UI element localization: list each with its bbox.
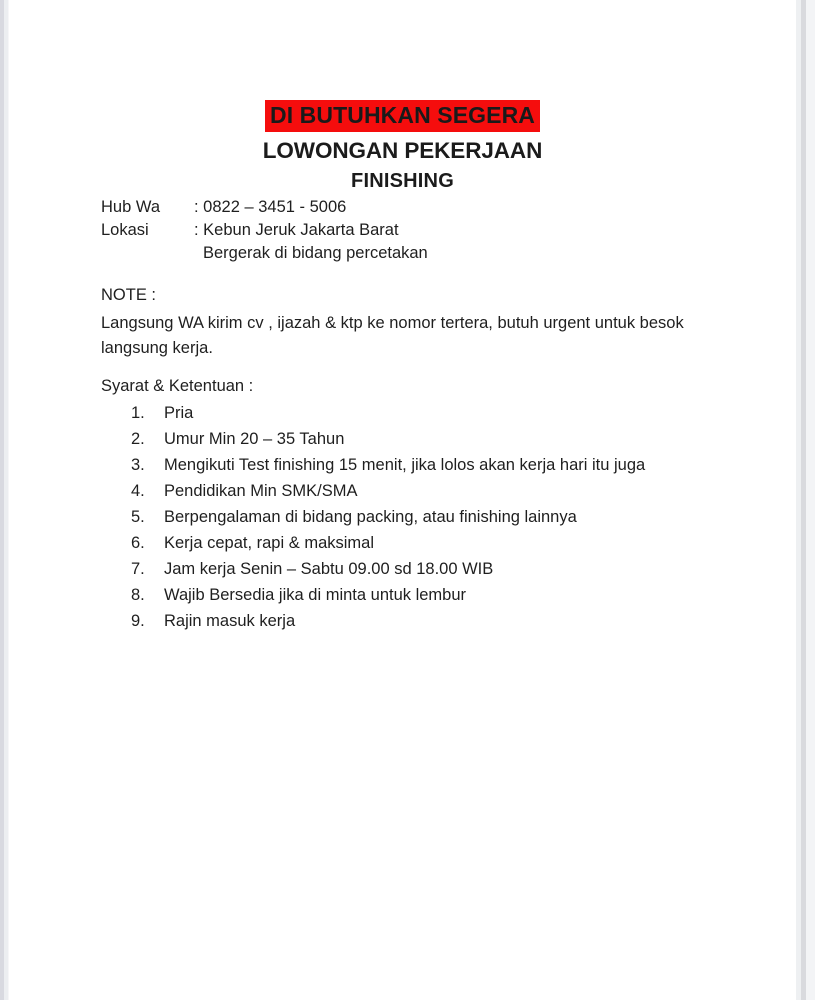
requirements-block — [101, 375, 741, 634]
note-body: Langsung WA kirim cv , ijazah & ktp ke nomor tertera, butuh urgent untuk besok langsung kerja. — [101, 314, 684, 357]
contact-value-hub-wa: : 0822 – 3451 - 5006 — [194, 198, 347, 216]
list-item-number: 6. — [131, 534, 145, 552]
requirements-heading: Syarat & Ketentuan : — [101, 377, 254, 395]
contact-label-hub-wa: Hub Wa — [101, 198, 160, 216]
headline-sub: FINISHING — [351, 169, 454, 192]
title-block — [9, 100, 796, 192]
headline-urgent: DI BUTUHKAN SEGERA — [265, 100, 540, 132]
list-item-number: 4. — [131, 482, 145, 500]
list-item-text: Mengikuti Test finishing 15 menit, jika lolos akan kerja hari itu juga — [164, 456, 646, 474]
list-item — [101, 400, 741, 426]
list-item — [101, 530, 741, 556]
list-item — [101, 452, 741, 478]
contact-extra-line: Bergerak di bidang percetakan — [203, 244, 428, 262]
list-item-number: 3. — [131, 456, 145, 474]
list-item-number: 5. — [131, 508, 145, 526]
document-page — [9, 0, 796, 1000]
list-item — [101, 608, 741, 634]
list-item — [101, 478, 741, 504]
list-item-text: Pria — [164, 404, 194, 422]
list-item-text: Umur Min 20 – 35 Tahun — [164, 430, 345, 448]
note-heading: NOTE : — [101, 286, 157, 304]
list-item-number: 2. — [131, 430, 145, 448]
list-item-text: Jam kerja Senin – Sabtu 09.00 sd 18.00 WIB — [164, 560, 494, 578]
contact-block — [101, 196, 701, 265]
headline-main: LOWONGAN PEKERJAAN — [262, 138, 543, 163]
list-item-text: Berpengalaman di bidang packing, atau finishing lainnya — [164, 508, 577, 526]
headline-urgent-wrap — [9, 100, 796, 132]
list-item-number: 9. — [131, 612, 145, 630]
list-item-text: Kerja cepat, rapi & maksimal — [164, 534, 374, 552]
contact-row-hub-wa — [101, 196, 701, 219]
list-item — [101, 556, 741, 582]
contact-label-lokasi: Lokasi — [101, 221, 149, 239]
requirements-list — [101, 400, 741, 634]
note-block — [101, 283, 726, 361]
list-item-number: 8. — [131, 586, 145, 604]
list-item — [101, 582, 741, 608]
list-item — [101, 504, 741, 530]
list-item-number: 1. — [131, 404, 145, 422]
list-item-text: Rajin masuk kerja — [164, 612, 296, 630]
list-item-text: Pendidikan Min SMK/SMA — [164, 482, 358, 500]
list-item-text: Wajib Bersedia jika di minta untuk lembur — [164, 586, 467, 604]
contact-row-lokasi — [101, 219, 701, 242]
contact-value-lokasi: : Kebun Jeruk Jakarta Barat — [194, 221, 399, 239]
list-item-number: 7. — [131, 560, 145, 578]
list-item — [101, 426, 741, 452]
